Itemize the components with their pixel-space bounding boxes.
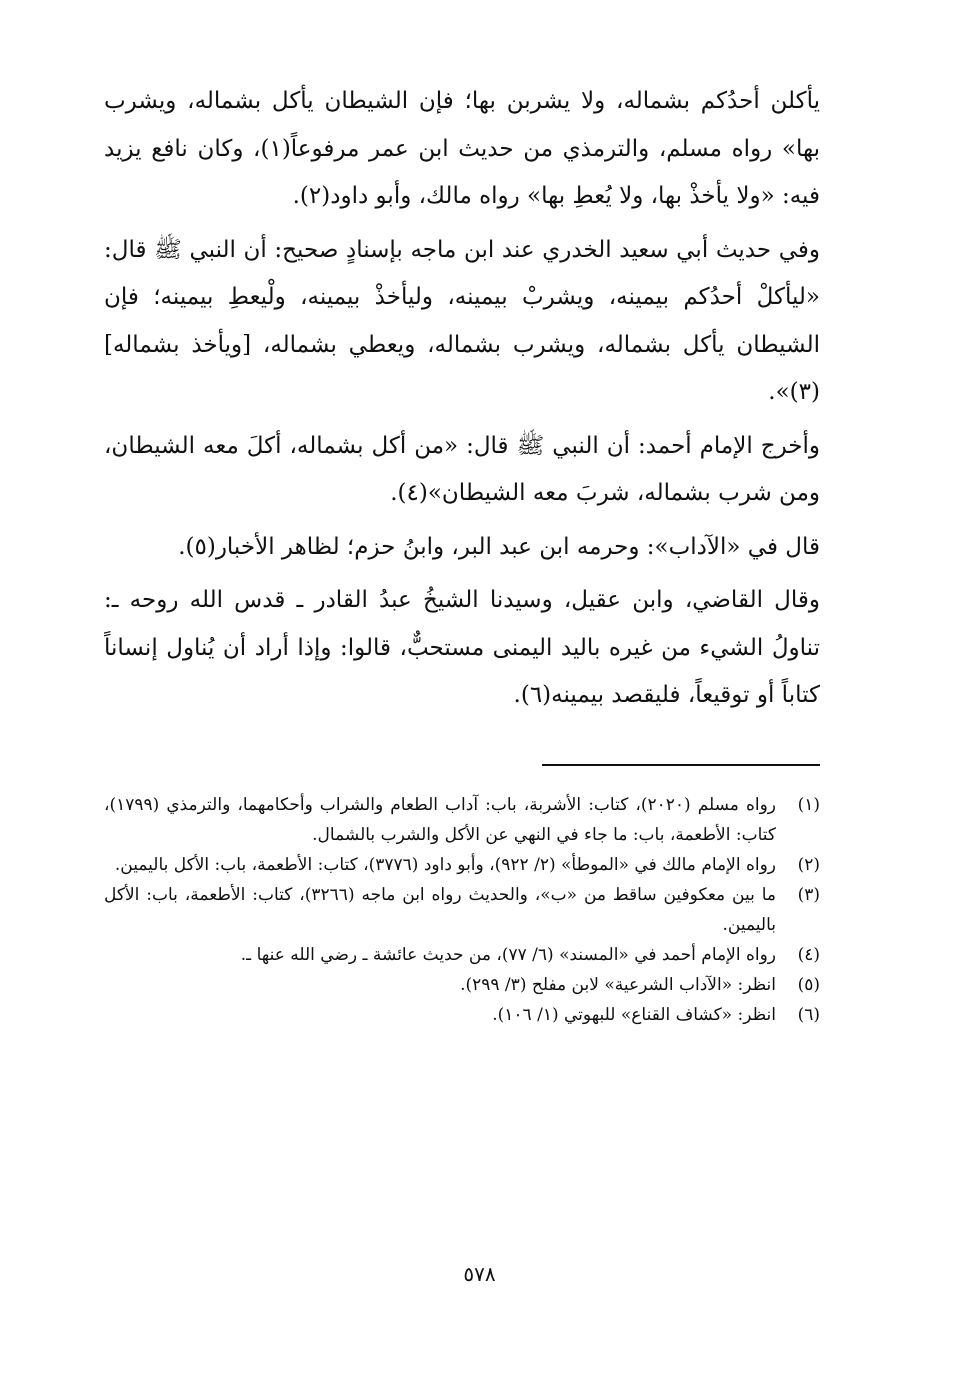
footnote-5	[104, 970, 824, 1000]
footnote-divider	[542, 764, 820, 766]
footnote-1	[104, 790, 824, 850]
main-text	[104, 78, 820, 726]
footnote-number: (٤)	[797, 945, 820, 965]
footnote-6	[104, 1000, 824, 1030]
paragraph-1: يأكلن أحدُكم بشماله، ولا يشربن بها؛ فإن الشيطان يأكل بشماله، ويشرب بها» رواه مسلم، والترمذي من حديث ابن عمر مرفوعاً(١)، وكان نافع يزيد فيه: «ولا يأخذْ بها، ولا يُعطِ بها» رواه مالك، وأبو داود(٢).	[104, 88, 820, 209]
footnote-number: (٢)	[797, 855, 820, 875]
footnote-number: (٦)	[797, 1005, 820, 1025]
paragraph-3: وأخرج الإمام أحمد: أن النبي ﷺ قال: «من أكل بشماله، أكلَ معه الشيطان، ومن شرب بشماله، شربَ معه الشيطان»(٤).	[104, 432, 820, 506]
page-number: ٥٧٨	[463, 1262, 496, 1286]
footnotes	[104, 790, 824, 1030]
footnote-3	[104, 880, 824, 940]
footnote-number: (١)	[797, 795, 820, 815]
paragraph-5: وقال القاضي، وابن عقيل، وسيدنا الشيخُ عبدُ القادر ـ قدس الله روحه ـ: تناولُ الشيء من غيره باليد اليمنى مستحبٌّ، قالوا: وإذا أراد أن يُناول إنساناً كتاباً أو توقيعاً، فليقصد بيمينه(٦).	[104, 587, 820, 708]
footnote-text: رواه الإمام مالك في «الموطأ» (٢/ ٩٢٢)، وأبو داود (٣٧٧٦)، كتاب: الأطعمة، باب: الأكل باليمين.	[114, 855, 776, 875]
footnote-text: رواه مسلم (٢٠٢٠)، كتاب: الأشربة، باب: آداب الطعام والشراب وأحكامهما، والترمذي (١٧٩٩)، كتاب: الأطعمة، باب: ما جاء في النهي عن الأكل والشرب بالشمال.	[104, 795, 776, 845]
footnote-text: انظر: «الآداب الشرعية» لابن مفلح (٣/ ٢٩٩).	[460, 975, 776, 995]
footnote-number: (٥)	[797, 975, 820, 995]
footnote-4	[104, 940, 824, 970]
footnote-2	[104, 850, 824, 880]
paragraph-4: قال في «الآداب»: وحرمه ابن عبد البر، وابنُ حزم؛ لظاهر الأخبار(٥).	[178, 533, 820, 560]
footnote-text: انظر: «كشاف القناع» للبهوتي (١/ ١٠٦).	[492, 1005, 776, 1025]
footnote-text: رواه الإمام أحمد في «المسند» (٦/ ٧٧)، من حديث عائشة ـ رضي الله عنها ـ.	[240, 945, 776, 965]
paragraph-2: وفي حديث أبي سعيد الخدري عند ابن ماجه بإسنادٍ صحيح: أن النبي ﷺ قال: «ليأكلْ أحدُكم بيمينه، ويشربْ بيمينه، وليأخذْ بيمينه، ولْيعطِ بيمينه؛ فإن الشيطان يأكل بشماله، ويشرب بشماله، ويعطي بشماله، [ويأخذ بشماله](٣)».	[104, 236, 820, 405]
footnote-number: (٣)	[797, 885, 820, 905]
footnote-text: ما بين معكوفين ساقط من «ب»، والحديث رواه ابن ماجه (٣٢٦٦)، كتاب: الأطعمة، باب: الأكل باليمين.	[104, 885, 776, 935]
